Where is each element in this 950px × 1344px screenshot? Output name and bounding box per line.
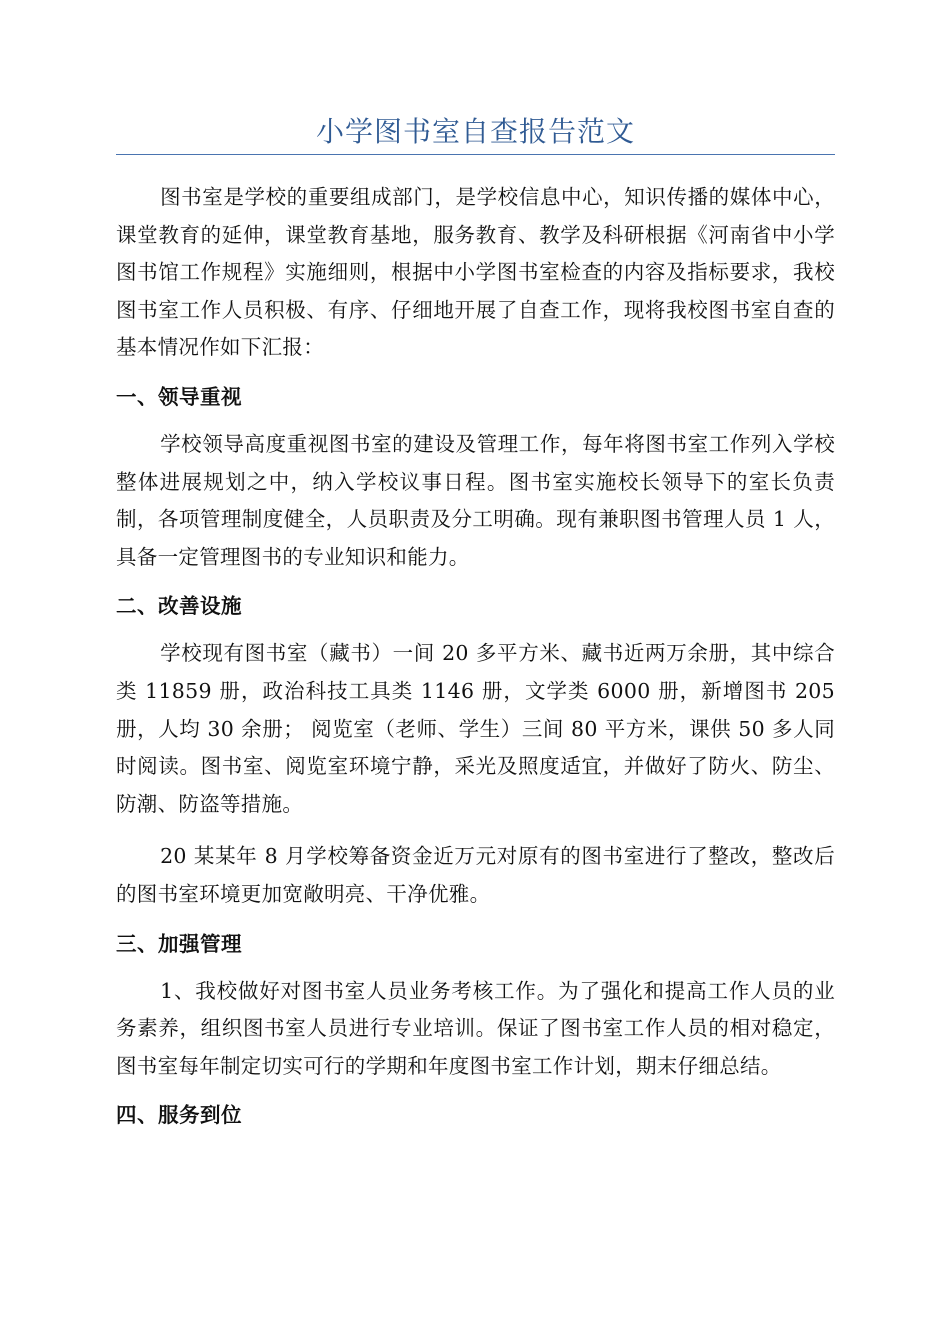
section-heading-management: 三、加强管理 bbox=[116, 931, 242, 956]
section-leadership-paragraph: 学校领导高度重视图书室的建设及管理工作，每年将图书室工作列入学校整体进展规划之中，纳入学校议事日程。图书室实施校长领导下的室长负责制，各项管理制度健全，人员职责及分工明确。现有兼职图书管理人员 1 人，具备一定管理图书的专业知识和能力。 bbox=[116, 431, 835, 569]
paragraph-spacer bbox=[116, 823, 835, 838]
section-heading-service: 四、服务到位 bbox=[116, 1103, 242, 1128]
document-title: 小学图书室自查报告范文 bbox=[315, 115, 635, 148]
section-heading-leadership: 一、领导重视 bbox=[116, 384, 242, 409]
title-underline bbox=[116, 154, 835, 155]
section-management-paragraph: 1、我校做好对图书室人员业务考核工作。为了强化和提高工作人员的业务素养，组织图书室人员进行专业培训。保证了图书室工作人员的相对稳定，图书室每年制定切实可行的学期和年度图书室工作计划，期末仔细总结。 bbox=[116, 978, 835, 1078]
section-facilities-paragraph-1: 学校现有图书室（藏书）一间 20 多平方米、藏书近两万余册，其中综合类 11859 册，政治科技工具类 1146 册，文学类 6000 册，新增图书 205 册，人均 30 余册； 阅览室（老师、学生）三间 80 平方米，课供 50 多人同时阅读。图书室、阅览室环境宁静，采光及照度适宜，并做好了防火、防尘、防潮、防盗等措施。 bbox=[116, 641, 835, 816]
intro-paragraph: 图书室是学校的重要组成部门，是学校信息中心，知识传播的媒体中心，课堂教育的延伸，课堂教育基地，服务教育、教学及科研根据《河南省中小学图书馆工作规程》实施细则，根据中小学图书室检查的内容及指标要求，我校图书室工作人员积极、有序、仔细地开展了自查工作，现将我校图书室自查的基本情况作如下汇报： bbox=[116, 185, 835, 360]
document-page bbox=[116, 112, 835, 1144]
section-facilities-paragraph-2: 20 某某年 8 月学校筹备资金近万元对原有的图书室进行了整改，整改后的图书室环境更加宽敞明亮、干净优雅。 bbox=[116, 844, 835, 906]
section-heading-facilities: 二、改善设施 bbox=[116, 594, 242, 619]
